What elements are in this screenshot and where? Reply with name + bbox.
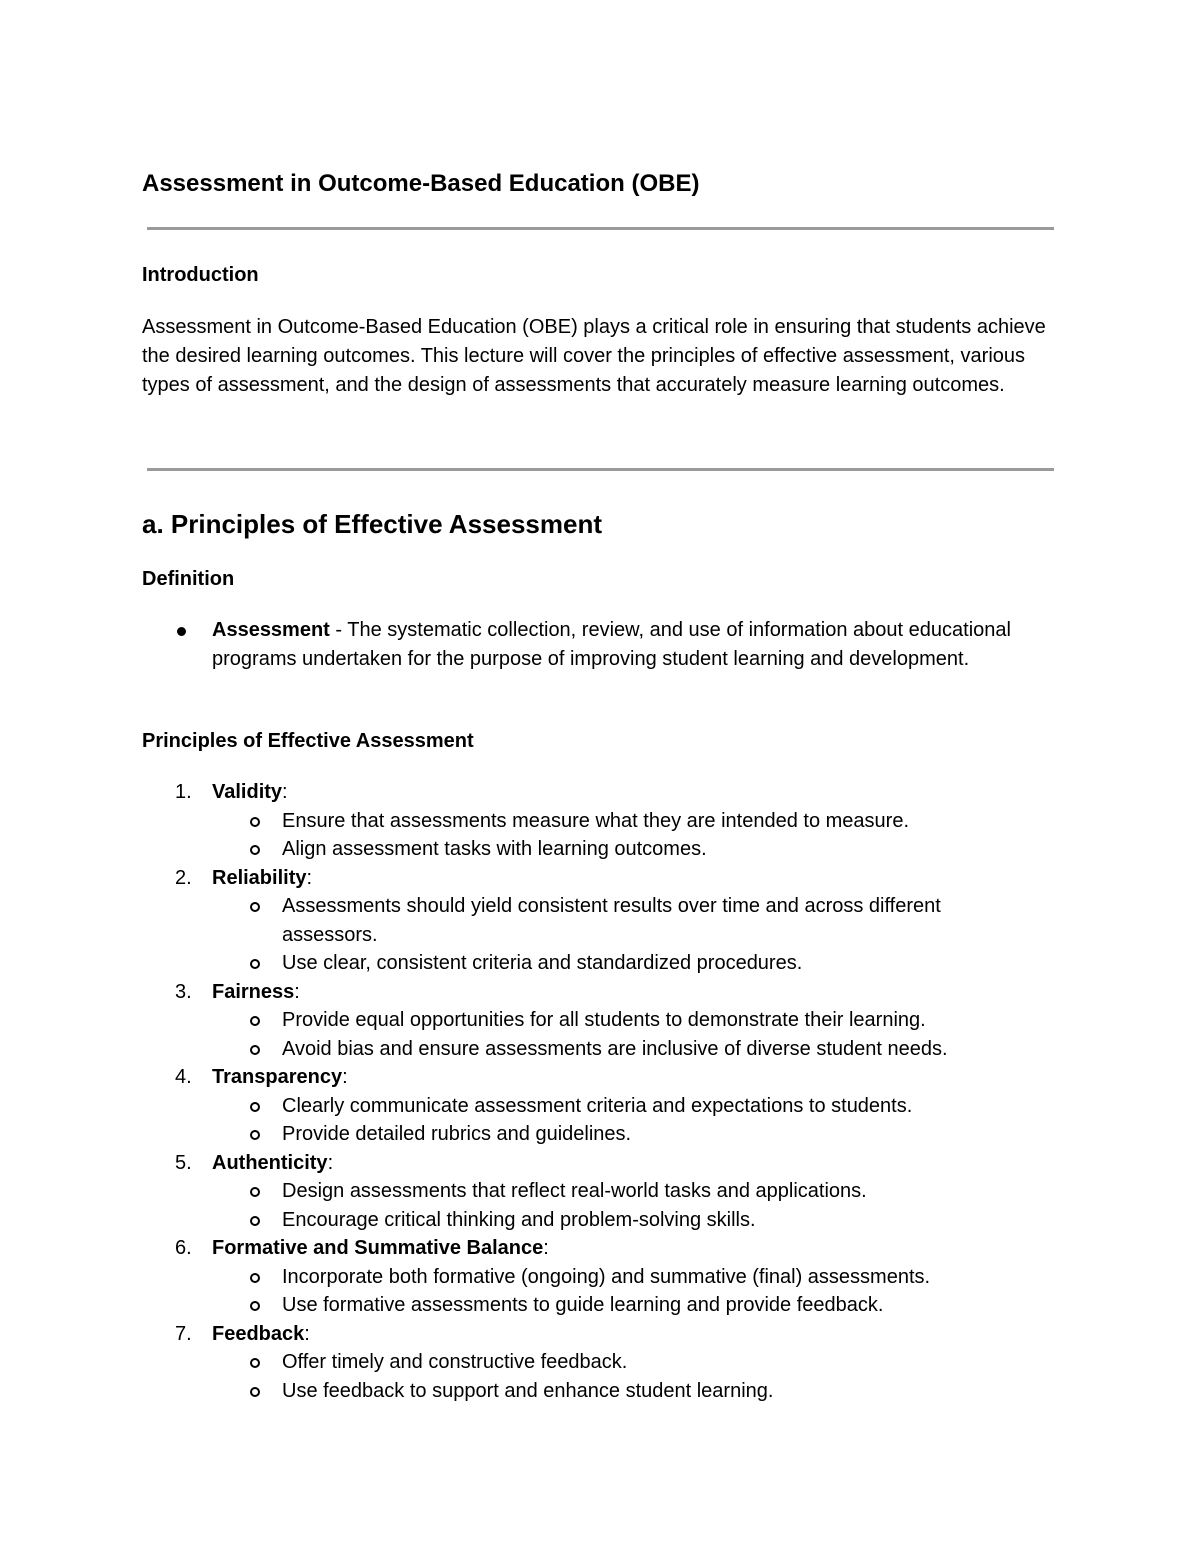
principle-point-text: Encourage critical thinking and problem-solving skills. <box>282 1208 756 1231</box>
principle-point <box>282 1006 1032 1035</box>
principle-points <box>212 1092 1032 1149</box>
principle-colon: : <box>306 866 313 889</box>
bullet-dot-icon <box>177 627 186 636</box>
principle-transparency <box>175 1063 1032 1149</box>
principle-points <box>212 892 1032 978</box>
principle-points <box>212 1348 1032 1405</box>
principle-points <box>212 1177 1032 1234</box>
principle-title: Transparency <box>212 1066 343 1088</box>
hollow-circle-bullet-icon <box>250 817 260 827</box>
principle-point-text: Use clear, consistent criteria and standardized procedures. <box>282 952 803 974</box>
definition-heading: Definition <box>142 568 235 590</box>
hollow-circle-bullet-icon <box>250 1102 260 1112</box>
principle-points <box>212 1263 1032 1320</box>
hollow-circle-bullet-icon <box>250 1045 260 1055</box>
introduction-paragraph: Assessment in Outcome-Based Education (OBE) plays a critical role in ensuring that students achieve the desired learning outcomes. This lecture will cover the principles of effective assessment, various types of assessment, and the design of assessments that accurately measure learning outcomes. <box>142 316 1046 396</box>
principle-feedback <box>175 1320 1032 1406</box>
principle-colon: : <box>543 1237 549 1259</box>
principle-point-text: Use formative assessments to guide learning and provide feedback. <box>282 1294 884 1316</box>
principle-point-text: Avoid bias and ensure assessments are inclusive of diverse student needs. <box>282 1037 948 1060</box>
principle-colon: : <box>304 1322 310 1345</box>
principle-point <box>282 892 1032 949</box>
hollow-circle-bullet-icon <box>250 1301 260 1311</box>
principles-heading: Principles of Effective Assessment <box>142 730 474 752</box>
hollow-circle-bullet-icon <box>250 902 260 912</box>
principle-title: Feedback <box>212 1322 305 1345</box>
principle-point <box>282 807 1032 836</box>
principle-fairness <box>175 978 1032 1064</box>
principle-colon: : <box>327 1151 334 1174</box>
principle-point-text: Align assessment tasks with learning outcomes. <box>282 838 707 860</box>
introduction-heading: Introduction <box>142 264 259 286</box>
principle-point <box>282 949 1032 978</box>
principle-point-text: Provide equal opportunities for all students to demonstrate their learning. <box>282 1009 926 1031</box>
principle-reliability <box>175 864 1032 978</box>
principle-number: 3. <box>175 980 192 1003</box>
principle-point-text: Clearly communicate assessment criteria and expectations to students. <box>282 1094 913 1117</box>
hollow-circle-bullet-icon <box>250 845 260 855</box>
principle-point <box>282 1263 1032 1292</box>
principle-title: Fairness <box>212 980 295 1003</box>
principle-title: Reliability <box>212 866 307 889</box>
definition-text: The systematic collection, review, and use of information about educational programs undertaken for the purpose of improving student learning and development. <box>212 619 1011 670</box>
principle-point <box>282 1348 1032 1377</box>
principle-point <box>282 1092 1032 1121</box>
principle-colon: : <box>294 980 300 1003</box>
definition-item <box>212 616 1032 674</box>
principle-title: Authenticity <box>212 1151 328 1174</box>
principle-point <box>282 1377 1032 1406</box>
principle-number: 5. <box>175 1151 192 1174</box>
hollow-circle-bullet-icon <box>250 1187 260 1197</box>
horizontal-divider <box>147 468 1054 471</box>
hollow-circle-bullet-icon <box>250 1387 260 1397</box>
principle-formative-summative-balance <box>175 1234 1032 1320</box>
principle-point-text: Incorporate both formative (ongoing) and summative (final) assessments. <box>282 1265 931 1288</box>
principle-number: 1. <box>175 781 192 803</box>
principle-validity <box>175 778 1032 864</box>
principle-point-text: Offer timely and constructive feedback. <box>282 1351 628 1373</box>
principle-number: 7. <box>175 1322 192 1345</box>
principle-point <box>282 1035 1032 1064</box>
principle-point-text: Design assessments that reflect real-world tasks and applications. <box>282 1180 867 1202</box>
principle-colon: : <box>282 781 288 803</box>
principle-title: Validity <box>212 781 283 803</box>
hollow-circle-bullet-icon <box>250 1358 260 1368</box>
section-a-heading: a. Principles of Effective Assessment <box>142 509 603 539</box>
principle-authenticity <box>175 1149 1032 1235</box>
principle-colon: : <box>342 1066 348 1088</box>
principle-point <box>282 1120 1032 1149</box>
principle-number: 2. <box>175 866 192 889</box>
principle-point-text: Provide detailed rubrics and guidelines. <box>282 1123 632 1145</box>
hollow-circle-bullet-icon <box>250 959 260 969</box>
principle-number: 6. <box>175 1237 192 1259</box>
principle-point <box>282 1206 1032 1235</box>
principle-point <box>282 835 1032 864</box>
principle-points <box>212 1006 1032 1063</box>
principle-number: 4. <box>175 1066 192 1088</box>
definition-term: Assessment <box>212 619 330 641</box>
principles-list <box>175 778 1032 1405</box>
hollow-circle-bullet-icon <box>250 1216 260 1226</box>
hollow-circle-bullet-icon <box>250 1016 260 1026</box>
definition-list <box>212 616 1032 674</box>
hollow-circle-bullet-icon <box>250 1130 260 1140</box>
principle-point-text: Ensure that assessments measure what they are intended to measure. <box>282 809 910 832</box>
principle-points <box>212 807 1032 864</box>
horizontal-divider <box>147 227 1054 230</box>
hollow-circle-bullet-icon <box>250 1273 260 1283</box>
document-title: Assessment in Outcome-Based Education (OBE) <box>142 170 700 197</box>
definition-separator: - <box>329 619 348 641</box>
principle-point <box>282 1177 1032 1206</box>
principle-point <box>282 1291 1032 1320</box>
principle-point-text: Use feedback to support and enhance student learning. <box>282 1379 774 1402</box>
principle-point-text: Assessments should yield consistent results over time and across different assessors. <box>282 895 941 946</box>
principle-title: Formative and Summative Balance <box>212 1237 544 1259</box>
